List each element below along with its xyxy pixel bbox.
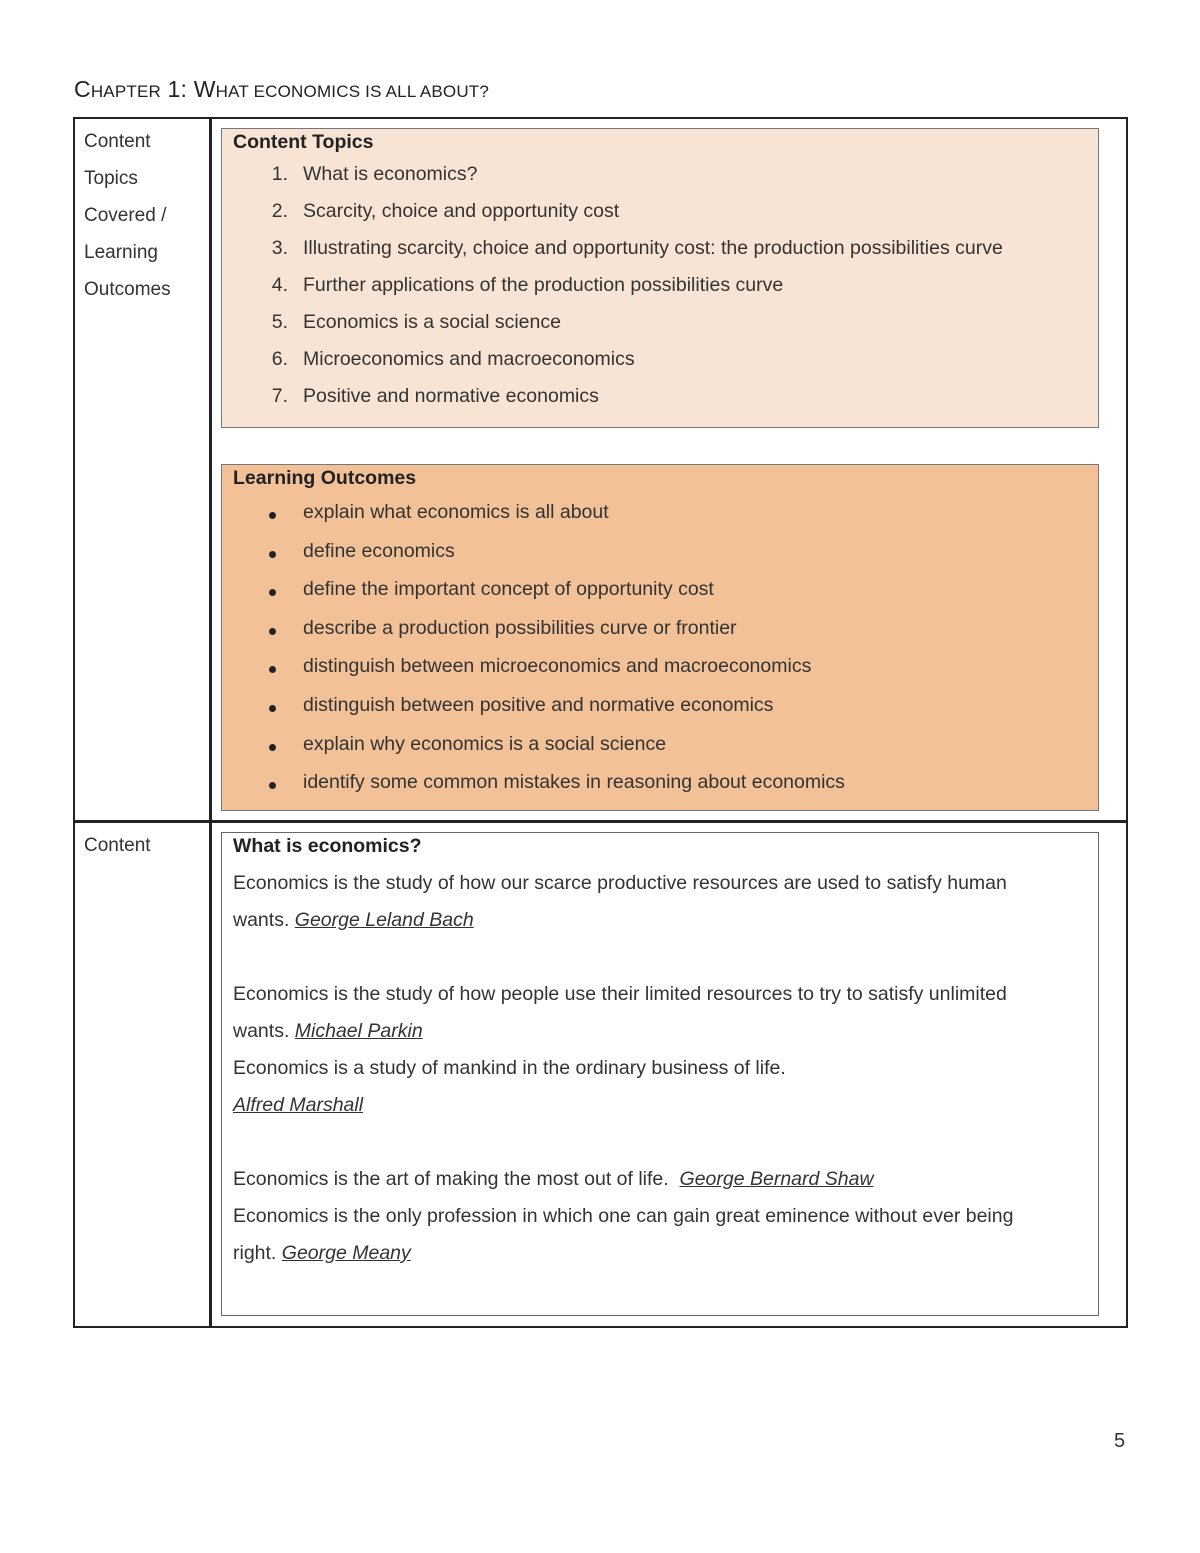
chapter-title-part: HAPTER bbox=[90, 82, 161, 101]
bullet-icon bbox=[269, 782, 276, 789]
quote-paragraph bbox=[233, 1198, 1093, 1272]
row-label-line: Outcomes bbox=[84, 279, 171, 300]
item-number: 3. bbox=[271, 237, 288, 259]
item-number: 5. bbox=[271, 311, 288, 333]
quote-author: George Bernard Shaw bbox=[679, 1168, 874, 1190]
bullet-icon bbox=[269, 512, 276, 519]
chapter-title-part: W bbox=[193, 76, 216, 102]
chapter-title-part: C bbox=[74, 76, 91, 102]
bullet-icon bbox=[269, 589, 276, 596]
bullet-icon bbox=[269, 628, 276, 635]
item-text: identify some common mistakes in reasoning about economics bbox=[303, 771, 845, 794]
bullet-icon bbox=[269, 666, 276, 673]
quote-author: Michael Parkin bbox=[294, 1020, 423, 1042]
row-label-line: Learning bbox=[84, 242, 158, 263]
item-text: Positive and normative economics bbox=[303, 385, 599, 407]
row-label-line: Topics bbox=[84, 168, 138, 189]
row-label-content: Content bbox=[84, 835, 151, 856]
table-row-divider bbox=[73, 820, 1128, 823]
item-number: 7. bbox=[271, 385, 288, 407]
item-text: explain why economics is a social science bbox=[303, 732, 667, 755]
item-text: define the important concept of opportunity cost bbox=[303, 578, 714, 601]
item-text: Further applications of the production possibilities curve bbox=[303, 274, 784, 296]
quote-text: Economics is the study of how people use their limited resources to try to satisfy unlimited bbox=[233, 983, 1007, 1005]
item-text: What is economics? bbox=[303, 163, 478, 185]
bullet-icon bbox=[269, 744, 276, 751]
item-text: distinguish between positive and normative economics bbox=[303, 693, 774, 716]
item-text: Illustrating scarcity, choice and opportunity cost: the production possibilities curve bbox=[303, 237, 1003, 259]
item-text: Microeconomics and macroeconomics bbox=[303, 348, 635, 370]
item-number: 6. bbox=[271, 348, 288, 370]
chapter-title-part: 1: bbox=[160, 76, 194, 102]
item-text: explain what economics is all about bbox=[303, 501, 609, 523]
item-text: define economics bbox=[303, 539, 455, 562]
bullet-icon bbox=[269, 551, 276, 558]
quote-paragraph bbox=[233, 1050, 1093, 1124]
quote-paragraph bbox=[233, 1161, 1093, 1198]
quote-author: George Meany bbox=[281, 1242, 411, 1264]
row-label-line: Covered / bbox=[84, 205, 167, 226]
quote-author: Alfred Marshall bbox=[233, 1094, 364, 1116]
item-number: 2. bbox=[271, 200, 288, 222]
quote-text: wants. bbox=[233, 1020, 295, 1042]
item-text: distinguish between microeconomics and macroeconomics bbox=[303, 655, 812, 678]
quote-text: Economics is the study of how our scarce productive resources are used to satisfy human bbox=[233, 872, 1007, 894]
chapter-title-part: HAT ECONOMICS IS ALL ABOUT? bbox=[215, 82, 490, 101]
learning-outcomes-box bbox=[221, 464, 1099, 811]
content-topics-heading: Content Topics bbox=[233, 131, 374, 153]
content-box bbox=[221, 832, 1099, 1316]
chapter-title bbox=[74, 76, 489, 103]
quote-text: right. bbox=[233, 1242, 282, 1264]
learning-outcomes-heading: Learning Outcomes bbox=[233, 467, 417, 489]
quote-text: Economics is a study of mankind in the ordinary business of life. bbox=[233, 1057, 786, 1079]
item-text: Economics is a social science bbox=[303, 311, 561, 333]
item-number: 1. bbox=[271, 163, 288, 185]
quote-text: wants. bbox=[233, 909, 295, 931]
quote-text: Economics is the only profession in which one can gain great eminence without ever being bbox=[233, 1205, 1014, 1227]
row-label-line: Content bbox=[84, 131, 151, 152]
page-number: 5 bbox=[1114, 1430, 1126, 1452]
table-column-divider bbox=[209, 117, 212, 1328]
quote-author: George Leland Bach bbox=[294, 909, 474, 931]
quote-paragraph bbox=[233, 976, 1093, 1050]
content-topics-box bbox=[221, 128, 1099, 428]
quote-paragraph bbox=[233, 865, 1093, 939]
bullet-icon bbox=[269, 705, 276, 712]
quote-text: Economics is the art of making the most out of life. bbox=[233, 1168, 680, 1190]
content-heading: What is economics? bbox=[233, 835, 422, 857]
item-text: Scarcity, choice and opportunity cost bbox=[303, 200, 620, 222]
item-text: describe a production possibilities curve or frontier bbox=[303, 616, 737, 639]
item-number: 4. bbox=[271, 274, 288, 296]
